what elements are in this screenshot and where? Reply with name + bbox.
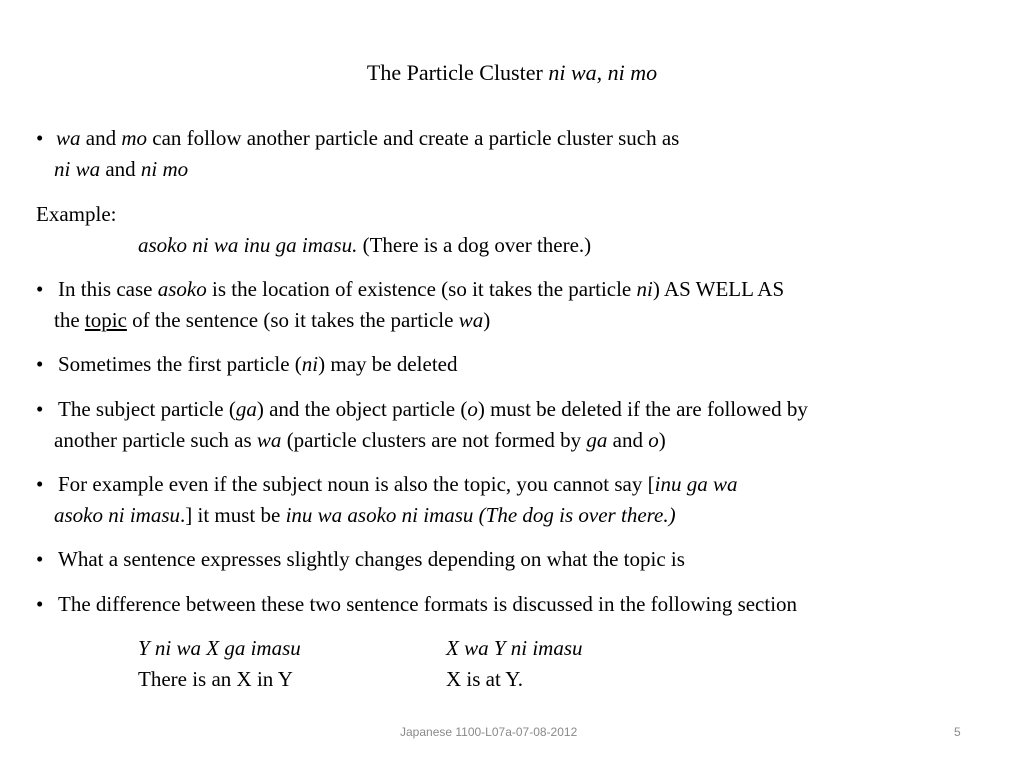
b2-text-of: of the sentence (so it takes the particle — [126, 308, 459, 332]
b4-text-a: The subject particle ( — [58, 397, 236, 421]
format-left-jp-text: Y ni wa X ga imasu — [138, 636, 301, 660]
b4-close-paren: ) — [658, 428, 666, 452]
bullet-2-line-2 — [54, 307, 490, 333]
b2-topic-underlined: topic — [84, 308, 127, 332]
format-left-japanese — [138, 635, 301, 661]
page-number: 5 — [954, 725, 961, 739]
bullet-4-line-2 — [54, 427, 666, 453]
bullet-7-line: The difference between these two sentence formats is discussed in the following section — [58, 592, 798, 616]
title-italic-ni-mo: ni mo — [607, 60, 658, 85]
b5-text-a: For example even if the subject noun is also the topic, you cannot say [ — [58, 472, 655, 496]
b4-ga: ga — [235, 397, 257, 421]
b4-text-and: and — [607, 428, 649, 452]
bullet-2-line-1 — [58, 276, 784, 302]
bullet-6-marker: • — [36, 547, 44, 571]
example-japanese: asoko ni wa inu ga imasu. — [138, 233, 358, 257]
b5-correct-sentence: inu wa asoko ni imasu (The dog is over there.) — [285, 503, 676, 527]
bullet-1-line-2 — [54, 156, 188, 182]
slide-title — [0, 58, 1024, 88]
bullet-7-marker: • — [36, 592, 44, 616]
b2-ni: ni — [636, 277, 653, 301]
title-italic-ni-wa: ni wa — [548, 60, 597, 85]
b4-text-c: ) and the object particle ( — [256, 397, 468, 421]
b4-text-another: another particle such as — [54, 428, 257, 452]
bullet-5-marker: • — [36, 472, 44, 496]
title-text: The Particle Cluster — [366, 60, 549, 85]
bullet-3-marker: • — [36, 352, 44, 376]
bullet-4-line-1 — [58, 396, 808, 422]
b1-wa: wa — [56, 126, 81, 150]
format-right-jp-text: X wa Y ni imasu — [446, 636, 583, 660]
b1-text-and: and — [80, 126, 122, 150]
b2-wa: wa — [458, 308, 484, 332]
format-right-japanese — [446, 635, 583, 661]
bullet-4-marker: • — [36, 397, 44, 421]
b4-o: o — [467, 397, 478, 421]
b1-ni-wa: ni wa — [54, 157, 101, 181]
bullet-5-line-2 — [54, 502, 676, 528]
b1-text-rest: can follow another particle and create a particle cluster such as — [147, 126, 680, 150]
b5-asoko-ni-imasu: asoko ni imasu — [54, 503, 180, 527]
b1-ni-mo: ni mo — [140, 157, 189, 181]
bullet-3-line — [58, 351, 457, 377]
b3-text-c: ) may be deleted — [318, 352, 458, 376]
example-translation: (There is a dog over there.) — [357, 233, 592, 257]
b1-text-and-2: and — [100, 157, 141, 181]
b3-ni: ni — [301, 352, 319, 376]
b5-inu-ga-wa: inu ga wa — [654, 472, 738, 496]
b4-wa: wa — [256, 428, 282, 452]
b4-text-clusters: (particle clusters are not formed by — [281, 428, 587, 452]
b2-text-a: In this case — [58, 277, 158, 301]
b2-text-c: is the location of existence (so it takes the particle — [206, 277, 637, 301]
b2-asoko: asoko — [157, 277, 207, 301]
bullet-5-line-1 — [58, 471, 737, 497]
footer-text: Japanese 1100-L07a-07-08-2012 — [400, 725, 578, 739]
bullet-1-line-1 — [56, 125, 679, 151]
bullet-6-line: What a sentence expresses slightly changes depending on what the topic is — [58, 547, 685, 571]
format-right-english: X is at Y. — [446, 667, 524, 691]
format-left-english: There is an X in Y — [138, 667, 293, 691]
b1-mo: mo — [121, 126, 148, 150]
b3-text-a: Sometimes the first particle ( — [58, 352, 302, 376]
example-label: Example: — [36, 202, 117, 226]
title-separator: , — [596, 60, 608, 85]
b4-text-e: ) must be deleted if the are followed by — [477, 397, 808, 421]
b4-ga-2: ga — [586, 428, 608, 452]
b2-close-paren: ) — [483, 308, 491, 332]
bullet-1-marker: • — [36, 126, 44, 150]
example-sentence — [138, 232, 591, 258]
b2-text-e: ) AS WELL AS — [652, 277, 785, 301]
b5-text-it-must-be: .] it must be — [180, 503, 286, 527]
b4-o-2: o — [648, 428, 659, 452]
b2-text-the: the — [54, 308, 85, 332]
bullet-2-marker: • — [36, 277, 44, 301]
